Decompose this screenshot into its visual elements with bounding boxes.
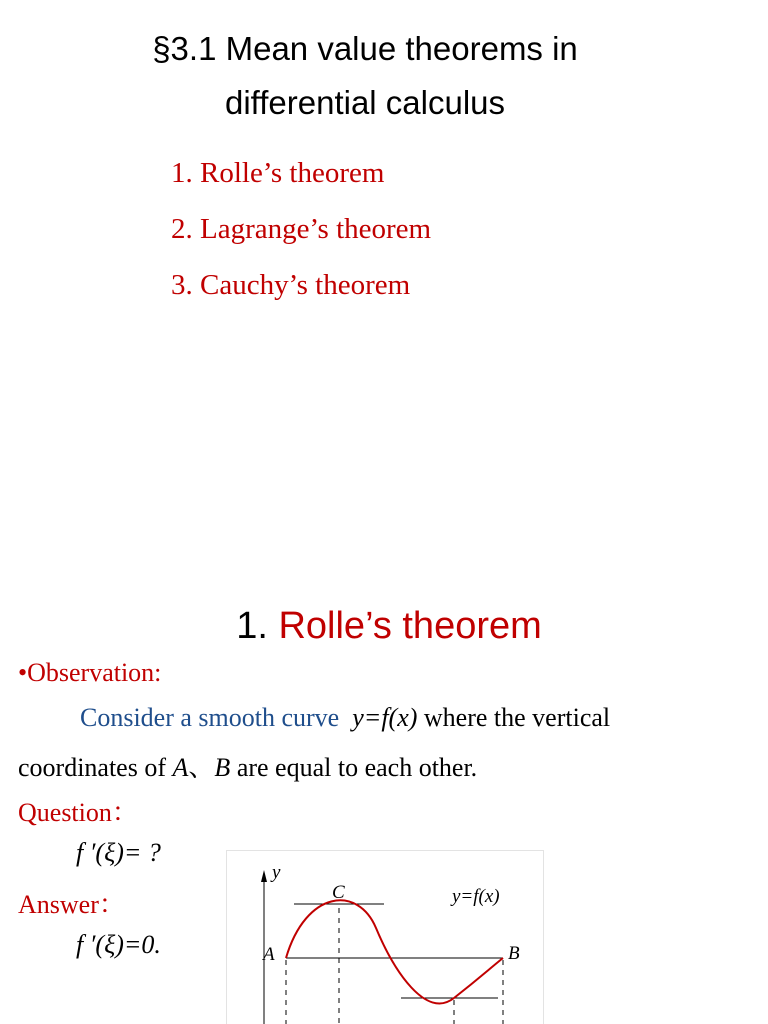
section-heading xyxy=(0,605,768,648)
question-expression-text: f ′(ξ)= ? xyxy=(76,838,161,867)
separator: 、 xyxy=(188,753,215,782)
answer-label: Answer： xyxy=(18,890,125,919)
coordinates-line xyxy=(18,747,477,784)
coords-lead: coordinates of xyxy=(18,753,167,782)
answer-expression xyxy=(76,930,161,960)
point-b-label: B xyxy=(508,943,520,964)
curve-equation: y=f(x) xyxy=(352,703,418,732)
observation-label: •Observation: xyxy=(18,658,162,687)
toc-item-lagrange: 2. Lagrange’s theorem xyxy=(171,213,432,245)
point-a-text: A xyxy=(172,753,189,782)
toc-item-rolle: 1. Rolle’s theorem xyxy=(171,157,385,189)
question-label: Question： xyxy=(18,798,138,827)
answer-expression-text: f ′(ξ)=0. xyxy=(76,930,161,959)
slide-title-line-1: §3.1 Mean value theorems in xyxy=(152,30,578,67)
slide-title-line-2: differential calculus xyxy=(224,84,506,121)
point-a-label: A xyxy=(263,944,275,965)
consider-line xyxy=(80,703,610,733)
point-c-label: C xyxy=(332,882,345,903)
section-heading-number: 1. xyxy=(236,605,279,647)
rolle-figure xyxy=(226,850,544,1024)
consider-tail: where the vertical xyxy=(423,703,611,732)
y-axis-label: y xyxy=(272,862,281,883)
consider-lead: Consider a smooth curve xyxy=(80,703,340,732)
question-expression xyxy=(76,838,161,868)
curve-label: y=f(x) xyxy=(452,886,500,907)
toc-item-cauchy: 3. Cauchy’s theorem xyxy=(171,269,411,301)
coords-tail: are equal to each other. xyxy=(236,753,478,782)
point-b-text: B xyxy=(214,753,231,782)
section-heading-text: Rolle’s theorem xyxy=(278,605,542,647)
